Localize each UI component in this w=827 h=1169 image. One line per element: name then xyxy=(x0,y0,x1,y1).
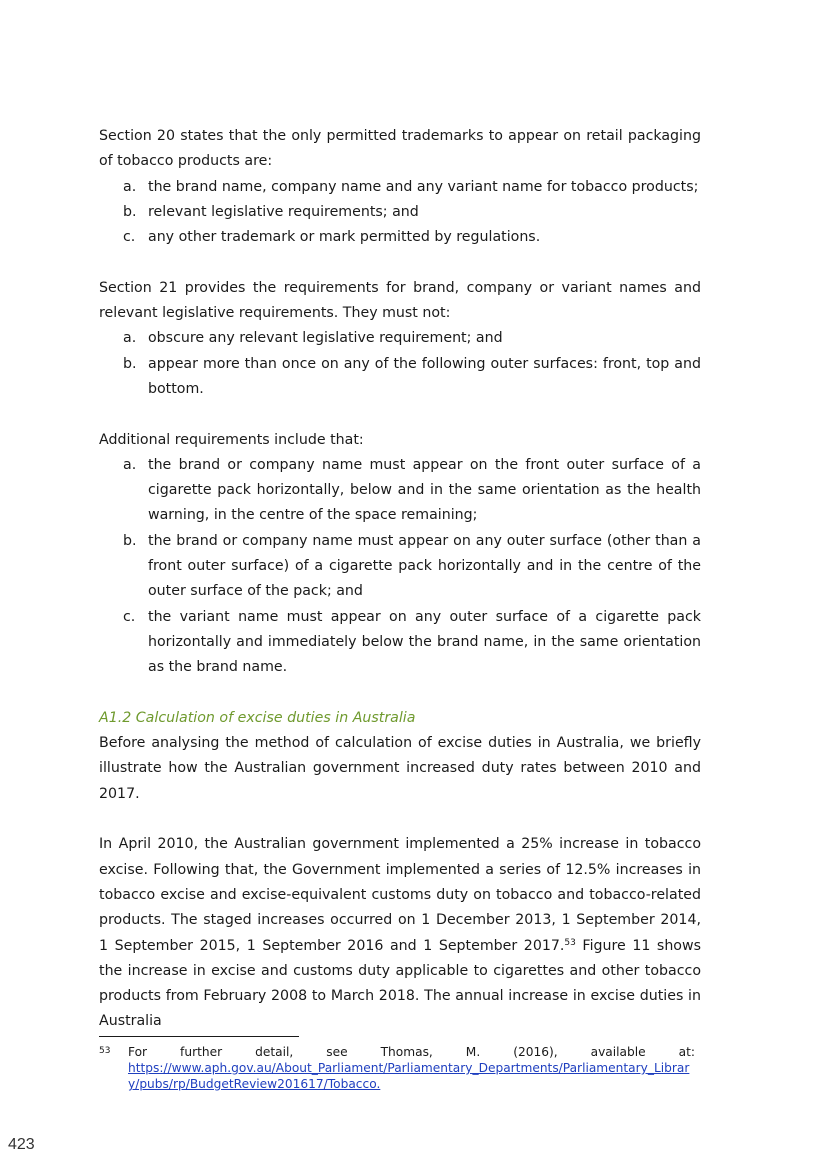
list-item xyxy=(99,326,701,351)
list-marker: c. xyxy=(123,608,136,625)
spacer xyxy=(99,807,701,832)
list-item xyxy=(99,352,701,403)
additional-list xyxy=(99,453,701,681)
footnote-text: For further detail, see Thomas, M. (2016), available at: xyxy=(128,1045,695,1059)
footnote xyxy=(99,1044,695,1092)
list-marker: b. xyxy=(123,203,137,220)
footnote-link[interactable]: https://www.aph.gov.au/About_Parliament/Parliamentary_Departments/Parliamentary_Library/pubs/rp/BudgetReview201617/Tobacco. xyxy=(128,1061,690,1091)
excise-paragraph-1: Before analysing the method of calculation of excise duties in Australia, we briefly illustrate how the Australian government increased duty rates between 2010 and 2017. xyxy=(99,735,701,802)
list-item xyxy=(99,175,701,200)
list-item-text: the brand or company name must appear on any outer surface (other than a front outer surface) of a cigarette pack horizontally and in the centre of the outer surface of the pack; and xyxy=(148,532,701,600)
section20-list xyxy=(99,175,701,251)
list-item xyxy=(99,529,701,605)
list-marker: c. xyxy=(123,229,136,246)
list-item-text: the brand or company name must appear on the front outer surface of a cigarette pack horizontally, below and in the same orientation as the health warning, in the centre of the space remaining; xyxy=(148,456,701,524)
list-item xyxy=(99,453,701,529)
excise-paragraph-2-start: In April 2010, the Australian government implemented a 25% increase in tobacco excise. Following that, the Government implemented a series of 12.5% increases in tobacco excise and excise-equivalent customs duty on tobacco and tobacco-related products. The staged increases occurred on 1 December 2013, 1 September 2014, 1 September 2015, 1 September 2016 and 1 September 2017. xyxy=(99,836,701,954)
list-item-text: relevant legislative requirements; and xyxy=(148,203,419,220)
list-item xyxy=(99,200,701,225)
spacer xyxy=(99,681,701,706)
main-content xyxy=(99,124,701,1035)
footnote-divider xyxy=(99,1036,299,1037)
list-marker: b. xyxy=(123,532,137,549)
section21-list xyxy=(99,326,701,402)
spacer xyxy=(99,250,701,275)
list-marker: a. xyxy=(123,178,137,195)
section20-intro: Section 20 states that the only permitted trademarks to appear on retail packaging of tobacco products are: xyxy=(99,128,701,170)
footnote-reference[interactable]: 53 xyxy=(564,937,576,948)
list-item-text: the brand name, company name and any variant name for tobacco products; xyxy=(148,178,699,195)
list-item xyxy=(99,605,701,681)
list-item-text: any other trademark or mark permitted by regulations. xyxy=(148,229,541,246)
list-marker: b. xyxy=(123,355,137,372)
list-marker: a. xyxy=(123,330,137,347)
footnote-body xyxy=(128,1044,695,1092)
footnote-number: 53 xyxy=(99,1046,111,1056)
excise-paragraph-2-end: Figure 11 shows the increase in excise and customs duty applicable to cigarettes and other tobacco products from February 2008 to March 2018. The annual increase in excise duties in Australia xyxy=(99,937,701,1030)
list-item xyxy=(99,225,701,250)
list-item-text: appear more than once on any of the following outer surfaces: front, top and bottom. xyxy=(148,355,701,397)
spacer xyxy=(99,402,701,427)
list-marker: a. xyxy=(123,456,137,473)
excise-paragraph-2 xyxy=(99,832,701,1034)
section21-intro: Section 21 provides the requirements for brand, company or variant names and relevant legislative requirements. They must not: xyxy=(99,279,701,322)
additional-intro: Additional requirements include that: xyxy=(99,431,364,448)
section-heading: A1.2 Calculation of excise duties in Australia xyxy=(99,709,416,726)
page-number: 423 xyxy=(8,1136,35,1153)
list-item-text: obscure any relevant legislative requirement; and xyxy=(148,330,503,347)
list-item-text: the variant name must appear on any outer surface of a cigarette pack horizontally and immediately below the brand name, in the same orientation as the brand name. xyxy=(148,608,701,676)
